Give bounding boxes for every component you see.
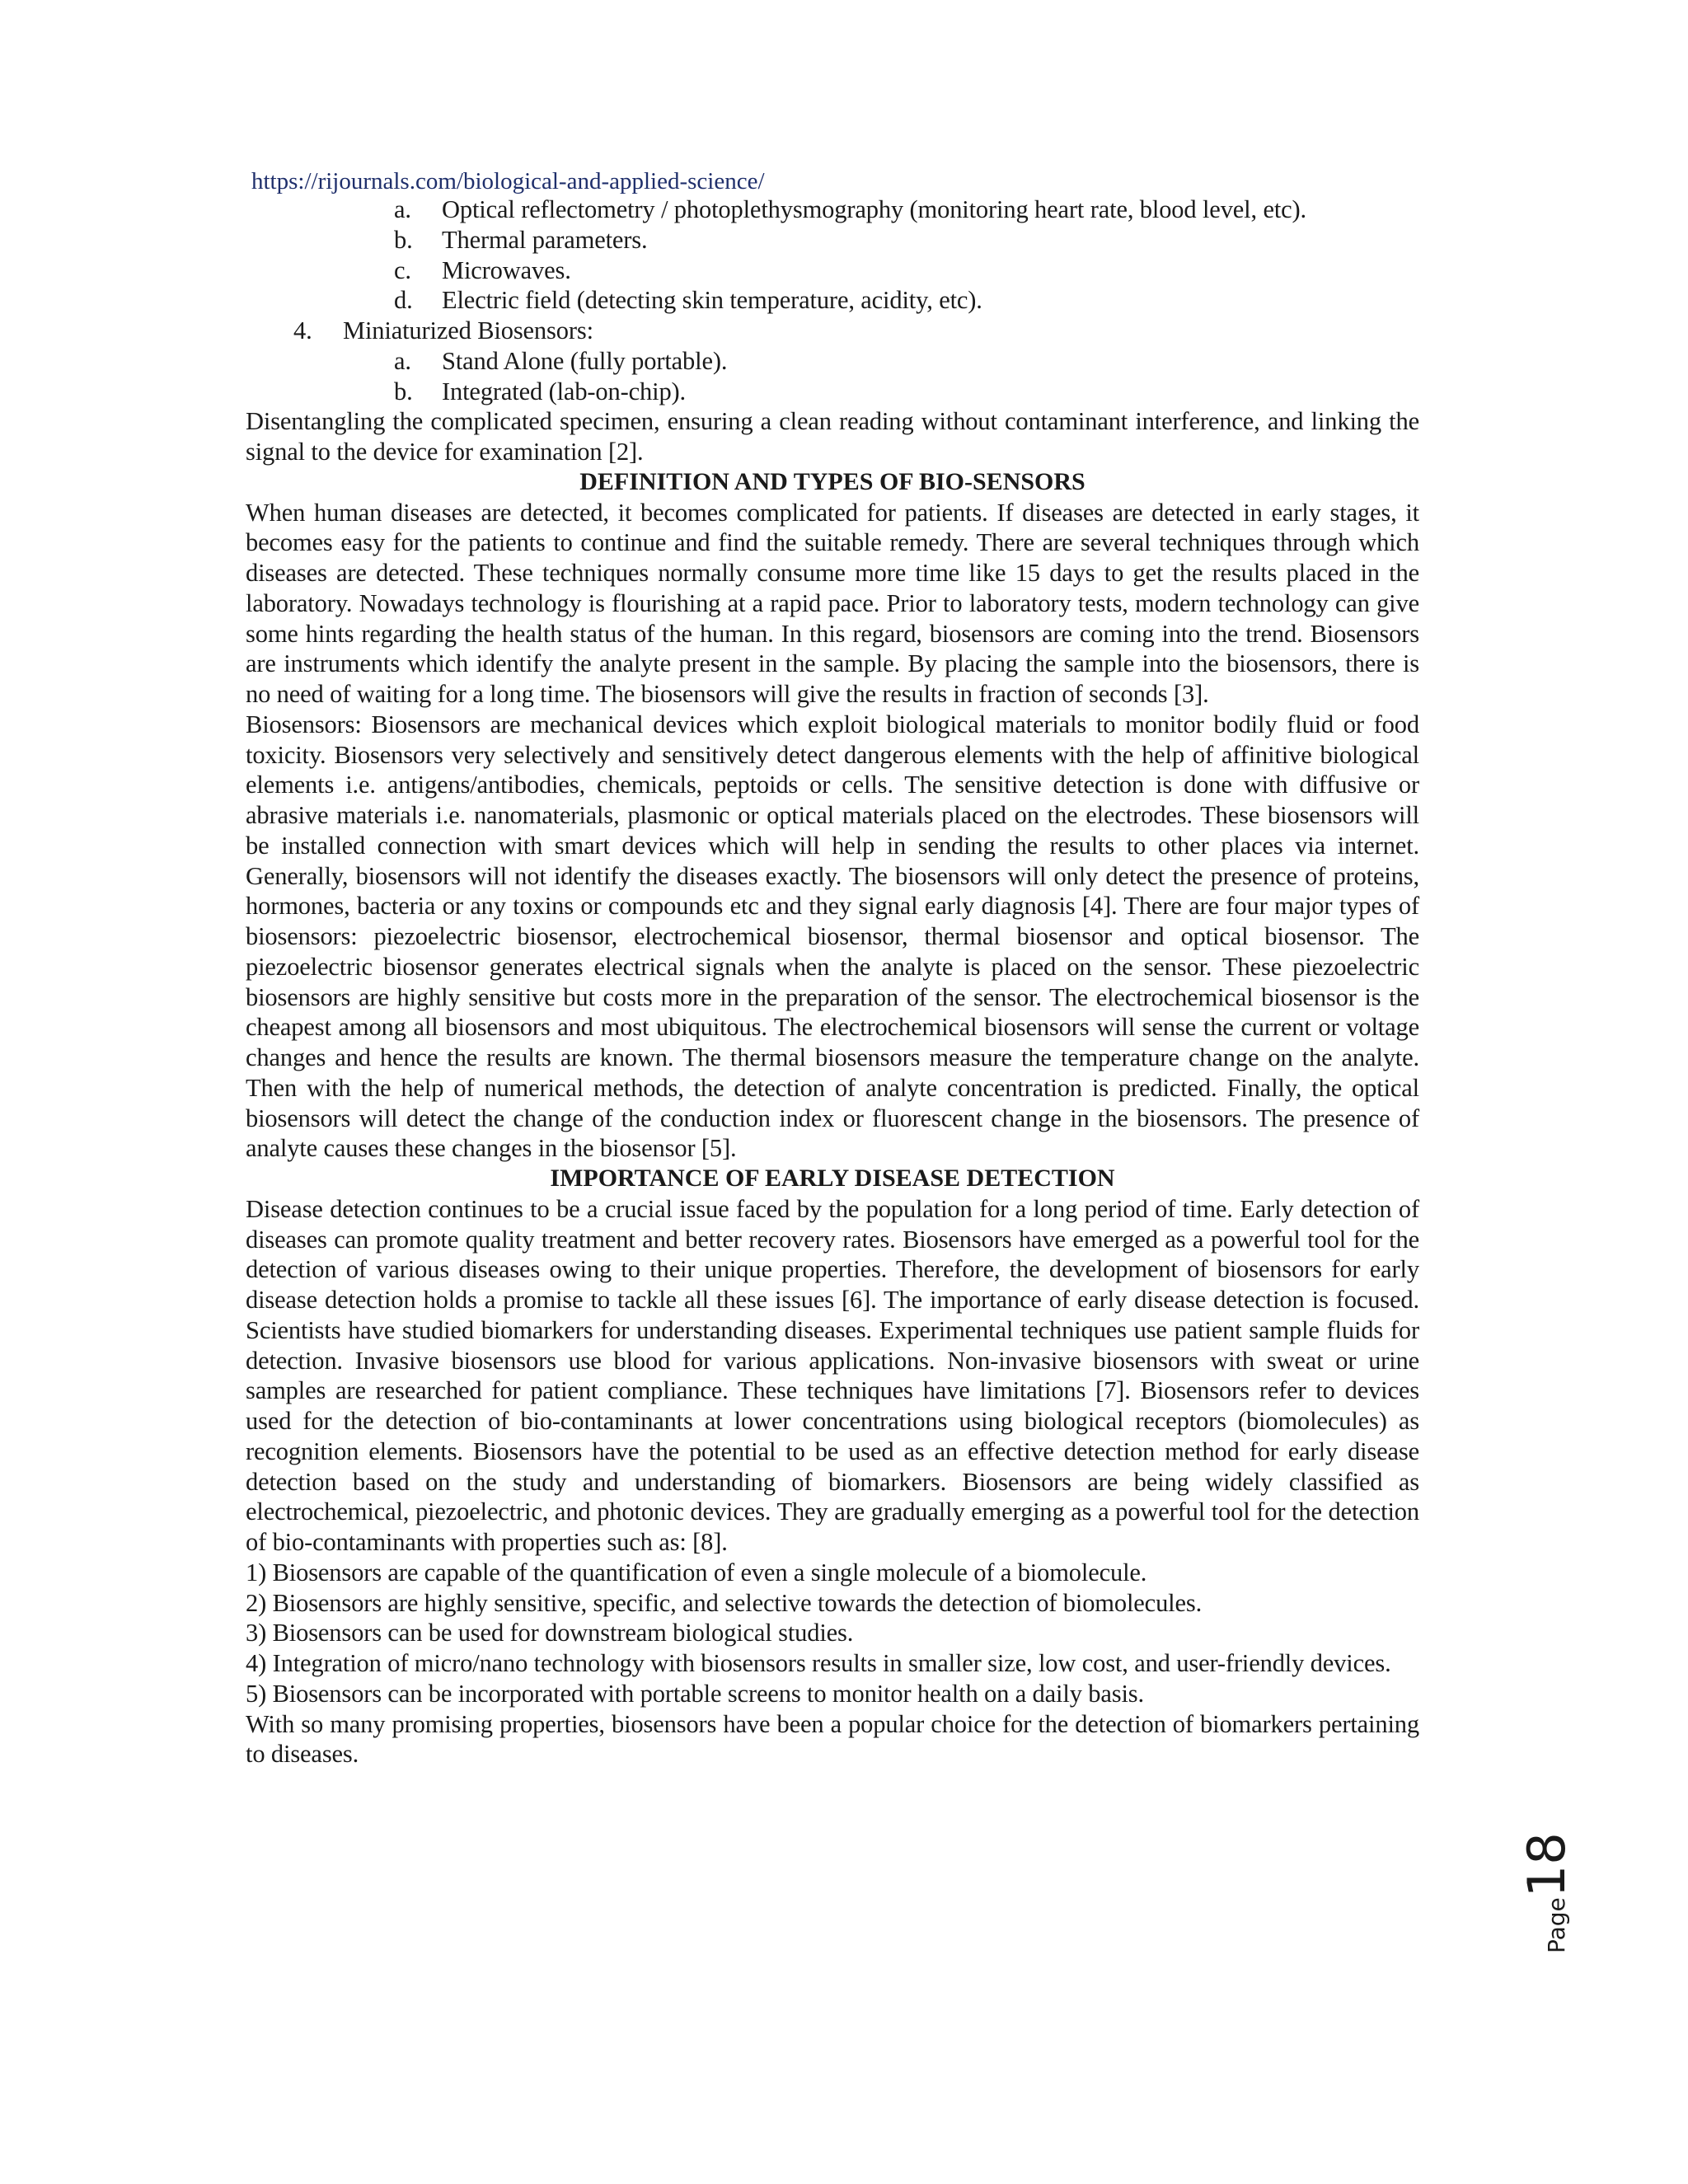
list-text: Microwaves. <box>442 255 571 284</box>
intro-paragraph: Disentangling the complicated specimen, ensuring a clean reading without contaminant interference, and linking the signal to the device for examination [2]. <box>246 407 1419 466</box>
list-item <box>246 285 1419 316</box>
section-heading-importance: IMPORTANCE OF EARLY DISEASE DETECTION <box>550 1165 1115 1192</box>
journal-url[interactable]: https://rijournals.com/biological-and-applied-science/ <box>251 168 765 194</box>
list-marker: c. <box>394 255 411 284</box>
list-text: Thermal parameters. <box>442 225 648 254</box>
list-marker: d. <box>394 286 413 315</box>
list-marker: b. <box>394 377 413 405</box>
list-item <box>246 316 1419 346</box>
property-point-4: 4) Integration of micro/nano technology with biosensors results in smaller size, low cost, and user-friendly devices. <box>246 1649 1391 1677</box>
list-item <box>246 255 1419 286</box>
list-item <box>246 346 1419 377</box>
section-heading-definition: DEFINITION AND TYPES OF BIO-SENSORS <box>579 467 1085 495</box>
list-text: Miniaturized Biosensors: <box>343 316 593 344</box>
list-marker: a. <box>394 346 411 375</box>
list-item <box>246 194 1419 225</box>
list-text: Stand Alone (fully portable). <box>442 346 728 375</box>
property-point-1: 1) Biosensors are capable of the quantification of even a single molecule of a biomolecule. <box>246 1558 1147 1586</box>
list-item <box>246 377 1419 407</box>
list-text: Integrated (lab-on-chip). <box>442 377 687 405</box>
closing-paragraph: With so many promising properties, biosensors have been a popular choice for the detection of biomarkers pertaining to diseases. <box>246 1709 1419 1769</box>
definition-paragraph-2: Biosensors: Biosensors are mechanical devices which exploit biological materials to monitor bodily fluid or food toxicity. Biosensors very selectively and sensitively detect dangerous elements with the help of affinitive biological elements i.e. antigens/antibodies, chemicals, peptoids or cells. The sensitive detection is done with diffusive or abrasive materials i.e. nanomaterials, plasmonic or optical materials placed on the electrodes. These biosensors will be installed connection with smart devices which will help in sending the results to other places via internet. Generally, biosensors will not identify the diseases exactly. The biosensors will only detect the presence of proteins, hormones, bacteria or any toxins or compounds etc and they signal early diagnosis [4]. There are four major types of biosensors: piezoelectric biosensor, electrochemical biosensor, thermal biosensor and optical biosensor. The piezoelectric biosensor generates electrical signals when the analyte is placed on the sensor. These piezoelectric biosensors are highly sensitive but costs more in the preparation of the sensor. The electrochemical biosensor is the cheapest among all biosensors and most ubiquitous. The electrochemical biosensors will sense the current or voltage changes and hence the results are known. The thermal biosensors measure the temperature change on the analyte. Then with the help of numerical methods, the detection of analyte concentration is predicted. Finally, the optical biosensors will detect the change of the conduction index or fluorescent change in the biosensors. The presence of analyte causes these changes in the biosensor [5]. <box>246 710 1419 1163</box>
page-number-value: 18 <box>1517 1832 1577 1898</box>
list-text: Optical reflectometry / photoplethysmography (monitoring heart rate, blood level, etc). <box>442 195 1307 223</box>
property-point-5: 5) Biosensors can be incorporated with portable screens to monitor health on a daily basis. <box>246 1679 1144 1708</box>
definition-paragraph-1: When human diseases are detected, it becomes complicated for patients. If diseases are detected in early stages, it becomes easy for the patients to continue and find the suitable remedy. There are several techniques through which diseases are detected. These techniques normally consume more time like 15 days to get the results placed in the laboratory. Nowadays technology is flourishing at a rapid pace. Prior to laboratory tests, modern technology can give some hints regarding the health status of the human. In this regard, biosensors are coming into the trend. Biosensors are instruments which identify the analyte present in the sample. By placing the sample into the biosensors, there is no need of waiting for a long time. The biosensors will give the results in fraction of seconds [3]. <box>246 498 1419 708</box>
list-item <box>246 225 1419 255</box>
page-label: Page <box>1543 1897 1570 1953</box>
page-number <box>1517 1832 1615 1953</box>
list-marker: 4. <box>293 316 312 344</box>
property-point-3: 3) Biosensors can be used for downstream biological studies. <box>246 1619 854 1647</box>
list-marker: b. <box>394 225 413 254</box>
importance-paragraph: Disease detection continues to be a crucial issue faced by the population for a long period of time. Early detection of diseases can promote quality treatment and better recovery rates. Biosensors have emerged as a powerful tool for the detection of various diseases owing to their unique properties. Therefore, the development of biosensors for early disease detection holds a promise to tackle all these issues [6]. The importance of early disease detection is focused. Scientists have studied biomarkers for understanding diseases. Experimental techniques use patient sample fluids for detection. Invasive biosensors use blood for various applications. Non-invasive biosensors with sweat or urine samples are researched for patient compliance. These techniques have limitations [7]. Biosensors refer to devices used for the detection of bio-contaminants at lower concentrations using biological receptors (biomolecules) as recognition elements. Biosensors have the potential to be used as an effective detection method for early disease detection based on the study and understanding of biomarkers. Biosensors are being widely classified as electrochemical, piezoelectric, and photonic devices. They are gradually emerging as a powerful tool for the detection of bio-contaminants with properties such as: [8]. <box>246 1194 1419 1556</box>
main-content <box>246 194 1419 1769</box>
list-marker: a. <box>394 195 411 223</box>
property-point-2: 2) Biosensors are highly sensitive, specific, and selective towards the detection of biomolecules. <box>246 1588 1203 1617</box>
list-text: Electric field (detecting skin temperature, acidity, etc). <box>442 286 982 315</box>
